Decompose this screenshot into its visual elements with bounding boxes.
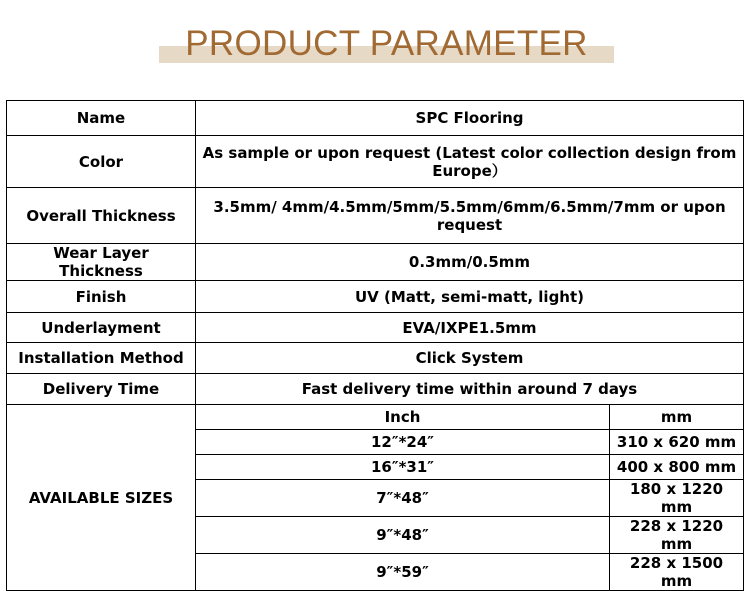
size-mm: 400 x 800 mm <box>610 455 744 480</box>
param-value: Fast delivery time within around 7 days <box>196 374 744 405</box>
size-mm: 228 x 1500 mm <box>610 554 744 591</box>
param-row-underlayment <box>7 313 744 343</box>
size-mm: 180 x 1220 mm <box>610 480 744 517</box>
size-inch: 16″*31″ <box>196 455 610 480</box>
param-label: Overall Thickness <box>7 188 196 244</box>
param-label: Finish <box>7 281 196 313</box>
param-value: 3.5mm/ 4mm/4.5mm/5mm/5.5mm/6mm/6.5mm/7mm or upon request <box>196 188 744 244</box>
param-value: 0.3mm/0.5mm <box>196 244 744 281</box>
size-inch: 9″*59″ <box>196 554 610 591</box>
param-row-delivery <box>7 374 744 405</box>
available-sizes-label: AVAILABLE SIZES <box>7 405 196 591</box>
parameter-table <box>6 100 744 591</box>
param-label: Name <box>7 101 196 136</box>
size-inch: 9″*48″ <box>196 517 610 554</box>
param-row-installation <box>7 343 744 374</box>
param-row-overall-thickness <box>7 188 744 244</box>
title-banner <box>159 24 614 64</box>
param-value: Click System <box>196 343 744 374</box>
param-value: As sample or upon request (Latest color collection design from Europe） <box>196 136 744 188</box>
param-label: Delivery Time <box>7 374 196 405</box>
param-value: UV (Matt, semi-matt, light) <box>196 281 744 313</box>
param-value: SPC Flooring <box>196 101 744 136</box>
size-inch: 7″*48″ <box>196 480 610 517</box>
param-value: EVA/IXPE1.5mm <box>196 313 744 343</box>
param-label: Installation Method <box>7 343 196 374</box>
param-label: Wear Layer Thickness <box>7 244 196 281</box>
param-row-color <box>7 136 744 188</box>
size-mm: 310 x 620 mm <box>610 430 744 455</box>
param-label: Underlayment <box>7 313 196 343</box>
param-label: Color <box>7 136 196 188</box>
param-row-finish <box>7 281 744 313</box>
size-mm: 228 x 1220 mm <box>610 517 744 554</box>
sizes-header-row <box>7 405 744 430</box>
param-row-name <box>7 101 744 136</box>
size-inch: 12″*24″ <box>196 430 610 455</box>
param-row-wear-layer <box>7 244 744 281</box>
sizes-header-inch: Inch <box>196 405 610 430</box>
sizes-header-mm: mm <box>610 405 744 430</box>
page-title: PRODUCT PARAMETER <box>185 24 588 63</box>
